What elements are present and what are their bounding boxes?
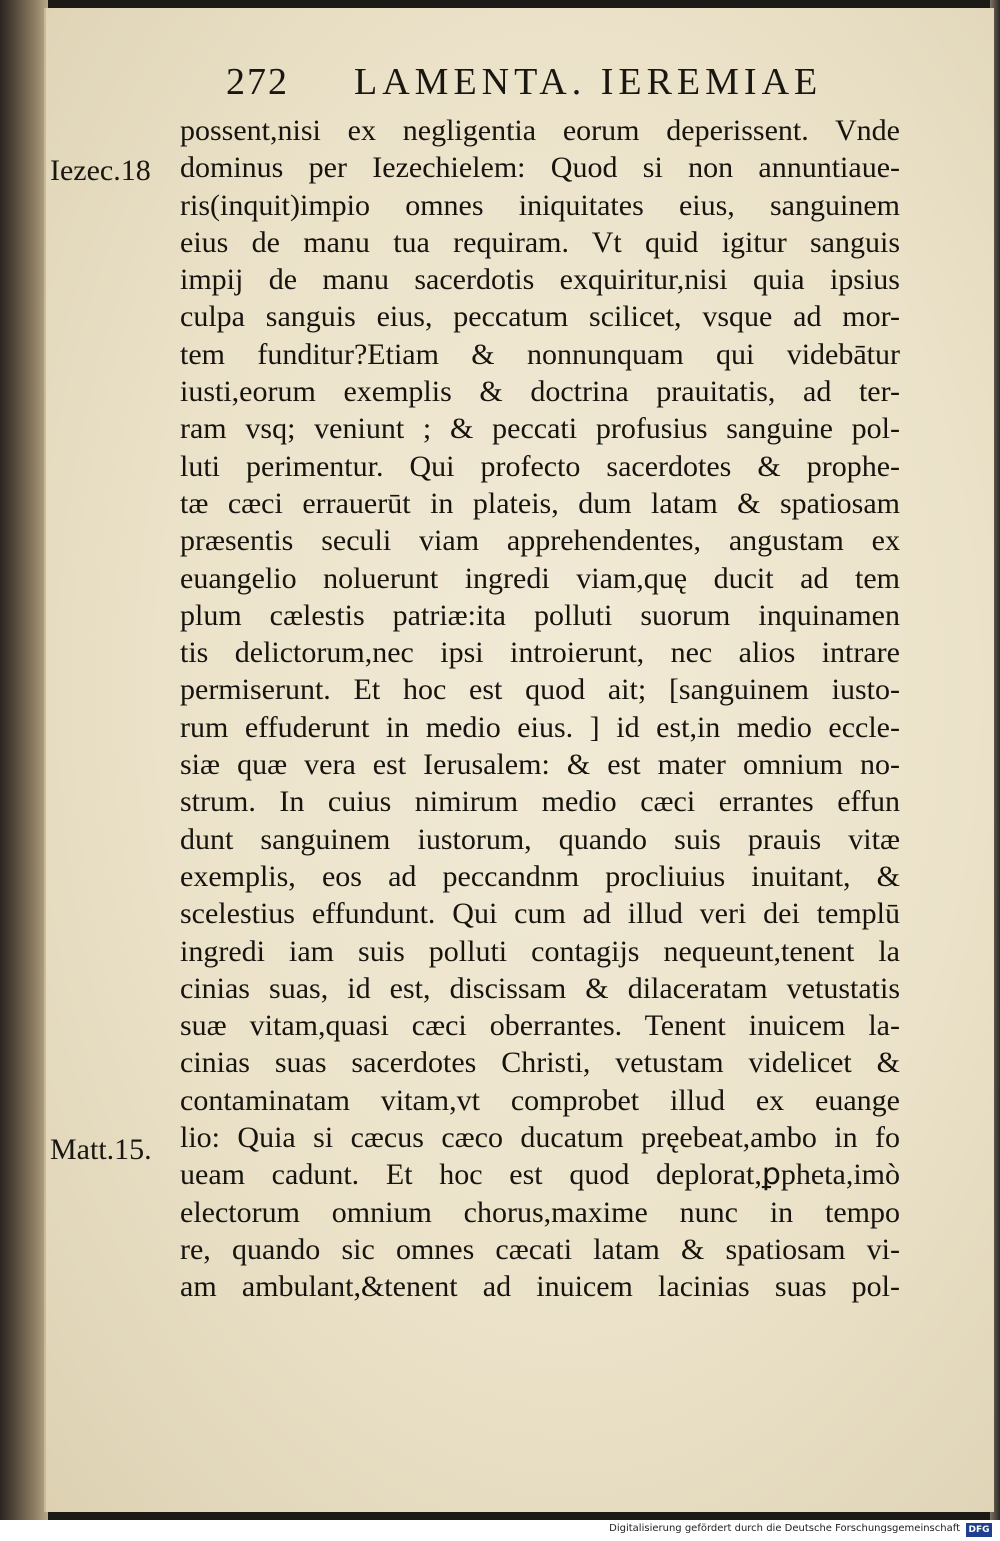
running-head (226, 60, 926, 110)
text-line: ram vsq; veniunt ; & peccati profusius sanguine pol- (180, 412, 900, 446)
text-line: electorum omnium chorus,maxime nunc in tempo (180, 1195, 900, 1229)
text-line: cinias suas sacerdotes Christi, vetustam videlicet & (180, 1046, 900, 1080)
text-line: scelestius effundunt. Qui cum ad illud veri dei templū (180, 897, 900, 931)
text-line: tæ cæci errauerūt in plateis, dum latam & spatiosam (180, 486, 900, 520)
text-line: re, quando sic omnes cæcati latam & spatiosam vi- (180, 1232, 900, 1266)
text-line: ueam cadunt. Et hoc est quod deplorat,ꝑpheta,imò (180, 1158, 900, 1192)
text-line: tem funditur?Etiam & nonnunquam qui videbātur (180, 337, 900, 371)
book-title: LAMENTA. IEREMIAE (354, 61, 823, 103)
text-line: iusti,eorum exemplis & doctrina prauitatis, ad ter- (180, 375, 900, 409)
text-line: culpa sanguis eius, peccatum scilicet, vsque ad mor- (180, 300, 900, 334)
main-text-block (180, 112, 900, 1306)
text-line: ingredi iam suis polluti contagijs nequeunt,tenent la (180, 934, 900, 968)
text-line: euangelio noluerunt ingredi viam,quę ducit ad tem (180, 561, 900, 595)
text-line: præsentis seculi viam apprehendentes, angustam ex (180, 524, 900, 558)
text-line: dunt sanguinem iustorum, quando suis prauis vitæ (180, 822, 900, 856)
text-line: eius de manu tua requiram. Vt quid igitur sanguis (180, 225, 900, 259)
text-line: possent,nisi ex negligentia eorum deperissent. Vnde (180, 114, 900, 147)
text-line: cinias suas, id est, discissam & dilaceratam vetustatis (180, 971, 900, 1005)
text-line: permiserunt. Et hoc est quod ait; [sanguinem iusto- (180, 673, 900, 707)
text-line: exemplis, eos ad peccandnm procliuius inuitant, & (180, 859, 900, 893)
text-line: plum cælestis patriæ:ita polluti suorum inquinamen (180, 598, 900, 632)
text-line: rum effuderunt in medio eius. ] id est,in medio eccle- (180, 710, 900, 744)
text-line: strum. In cuius nimirum medio cæci errantes effun (180, 785, 900, 819)
text-line: siæ quæ vera est Ierusalem: & est mater omnium no- (180, 748, 900, 782)
text-line: impij de manu sacerdotis exquiritur,nisi quia ipsius (180, 263, 900, 297)
book-spine-edge (0, 0, 48, 1520)
text-line: luti perimentur. Qui profecto sacerdotes & prophe- (180, 449, 900, 483)
digitization-footer (0, 1520, 1000, 1541)
text-line: dominus per Iezechielem: Quod si non annuntiaue- (180, 151, 900, 185)
page-number: 272 (226, 61, 289, 103)
funding-credit: Digitalisierung gefördert durch die Deutsche Forschungsgemeinschaft (609, 1523, 960, 1534)
text-line: contaminatam vitam,vt comprobet illud ex euange (180, 1083, 900, 1117)
marginal-note: Matt.15. (50, 1133, 152, 1166)
marginal-note: Iezec.18 (50, 154, 151, 187)
text-line: suæ vitam,quasi cæci oberrantes. Tenent inuicem la- (180, 1009, 900, 1043)
text-line: ris(inquit)impio omnes iniquitates eius, sanguinem (180, 188, 900, 222)
text-line: am ambulant,&tenent ad inuicem lacinias suas pol- (180, 1270, 900, 1304)
dfg-logo: DFG (966, 1523, 992, 1537)
text-line: tis delictorum,nec ipsi introierunt, nec alios intrare (180, 636, 900, 670)
text-line: lio: Quia si cæcus cæco ducatum pręebeat,ambo in fo (180, 1121, 900, 1155)
